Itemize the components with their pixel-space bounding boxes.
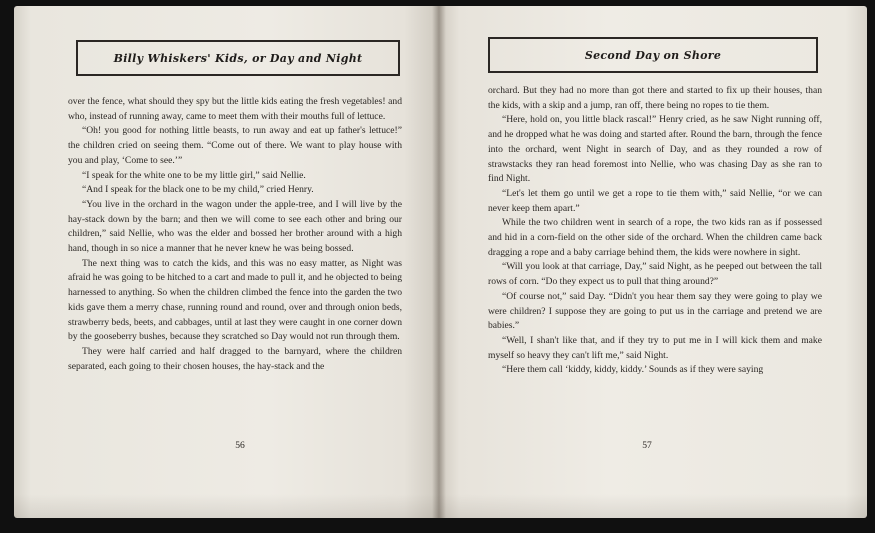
paragraph: The next thing was to catch the kids, and this was no easy matter, as Night was afraid he was going to be hitched to a cart and made to pull it, and he objected to being harnessed to anything. So when the children climbed the fence into the garden the two kids gave them a merry chase, running round and round, over and through onion beds, strawberry beds, beets, and cabbages, until at last they were caught in one corner down by the gooseberry bushes, because they scratched so Day would not run through them. [68, 257, 402, 343]
page-shadow [438, 494, 867, 518]
left-header-text: Billy Whiskers' Kids, or Day and Night [113, 51, 363, 65]
book-gutter [432, 6, 446, 518]
paragraph: “You live in the orchard in the wagon under the apple-tree, and I will live by the hay-stack down by the barn; and then we will come to see each other and bring our children,” said Nellie, who was the elder and bossed her brother around with a high hand, though in so nice a manner that he never knew he was being bossed. [68, 198, 402, 255]
left-page-number: 56 [235, 440, 245, 451]
paragraph: While the two children went in search of a rope, the two kids ran as if possessed and hid in a corn-field on the other side of the orchard. When the children came back dragging a rope and a baby carriage behind them, the kids were nowhere in sight. [488, 217, 822, 258]
page-shadow [14, 494, 438, 518]
right-running-header [488, 37, 818, 73]
paragraph: “I speak for the white one to be my little girl,” said Nellie. [82, 169, 306, 181]
paragraph: “Well, I shan't like that, and if they try to put me in I will kick them and make myself so heavy they can't lift me,” said Night. [488, 334, 822, 361]
paragraph: “Of course not,” said Day. “Didn't you hear them say they were going to play we were children? I suppose they are going to put us in the carriage and pretend we are babies.” [488, 290, 822, 332]
paragraph: orchard. But they had no more than got there and started to fix up their houses, than the kids, with a skip and a jump, ran off, there being no ropes to tie them. [488, 85, 822, 111]
paragraph: over the fence, what should they spy but the little kids eating the fresh vegetables! and who, instead of running away, came to meet them with their mouths full of lettuce. [68, 96, 402, 122]
right-page-number: 57 [642, 440, 652, 451]
paragraph: “Let's let them go until we get a rope to tie them with,” said Nellie, “or we can never keep them apart.” [488, 187, 822, 214]
left-page [14, 6, 438, 518]
paragraph: “Will you look at that carriage, Day,” said Night, as he peeped out between the tall rows of corn. “Do they expect us to pull that thing around?” [488, 261, 822, 288]
paragraph: They were half carried and half dragged to the barnyard, where the children separated, each going to their chosen houses, the hay-stack and the [68, 345, 402, 372]
paragraph: “Here them call ‘kiddy, kiddy, kiddy.’ Sounds as if they were saying [502, 364, 764, 376]
book-spread [14, 6, 867, 526]
paragraph: “Oh! you good for nothing little beasts, to run away and eat up father's lettuce!” the children cried on seeing them. “Come out of there. We want to play house with you and play, ‘Come to see.’” [68, 125, 402, 166]
right-body-text [488, 84, 822, 378]
right-page [438, 6, 867, 518]
left-body-text [68, 95, 402, 374]
left-running-header [76, 40, 400, 76]
paragraph: “Here, hold on, you little black rascal!” Henry cried, as he saw Night running off, and he dropped what he was doing and started after. Round the barn, through the fence into the orchard, went Night in search of Day, and as they rounded a row of strawstacks they ran head foremost into Nellie, who was chasing Day as she ran to find Night. [488, 114, 822, 185]
paragraph: “And I speak for the black one to be my child,” cried Henry. [82, 184, 314, 196]
right-header-text: Second Day on Shore [584, 48, 722, 62]
